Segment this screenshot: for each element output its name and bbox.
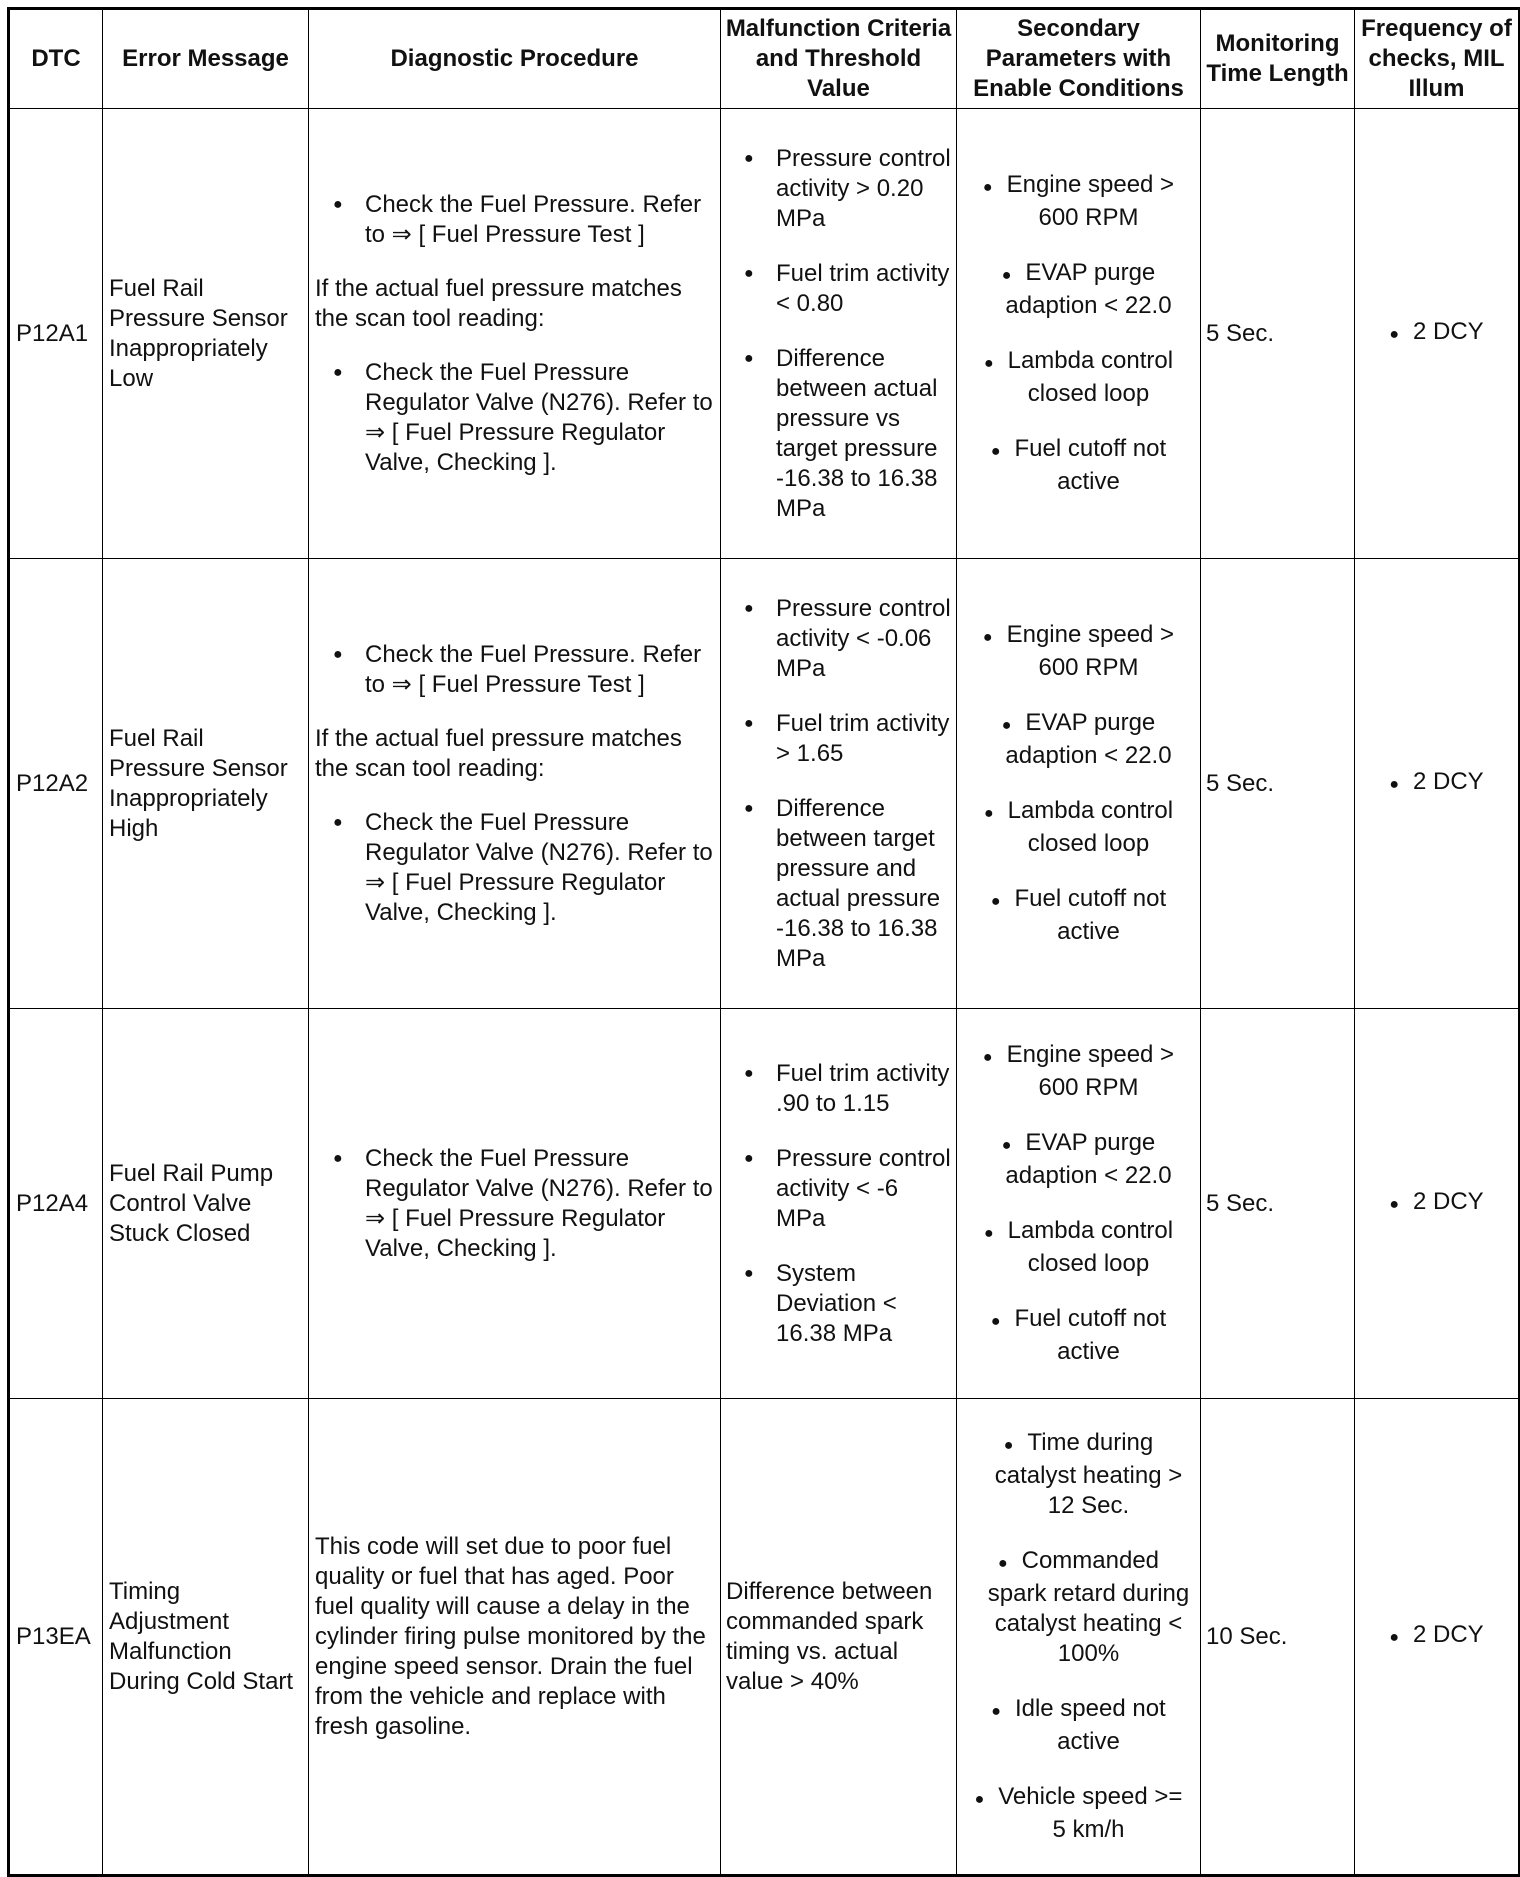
frequency-list [1360, 1187, 1513, 1220]
diagnostic-procedure [309, 559, 721, 1009]
monitoring-time: 5 Sec. [1201, 109, 1355, 559]
secondary-item: ● EVAP purge adaption < 22.0 [966, 258, 1191, 321]
dtc-code: P13EA [9, 1399, 103, 1876]
procedure-step: ● Check the Fuel Pressure. Refer to ⇒ [ Fuel Pressure Test ] [365, 640, 716, 700]
procedure-step: ● Check the Fuel Pressure. Refer to ⇒ [ Fuel Pressure Test ] [365, 190, 716, 250]
secondary-item: ● Fuel cutoff not active [966, 1304, 1191, 1367]
procedure-list [315, 190, 716, 250]
secondary-parameters [957, 109, 1201, 559]
error-message: Fuel Rail Pressure Sensor Inappropriately High [103, 559, 309, 1009]
error-message: Fuel Rail Pump Control Valve Stuck Closed [103, 1009, 309, 1399]
header-monitoring-time: Monitoring Time Length [1201, 9, 1355, 109]
diagnostic-procedure [309, 109, 721, 559]
dtc-code: P12A1 [9, 109, 103, 559]
frequency-cell [1355, 1009, 1520, 1399]
frequency-item: ● 2 DCY [1360, 317, 1513, 350]
table-row [9, 109, 1520, 559]
frequency-item: ● 2 DCY [1360, 767, 1513, 800]
frequency-list [1360, 1620, 1513, 1653]
secondary-item: ● Lambda control closed loop [966, 796, 1191, 859]
monitoring-time: 5 Sec. [1201, 559, 1355, 1009]
malfunction-criteria [721, 559, 957, 1009]
secondary-item: ● Commanded spark retard during catalyst heating < 100% [966, 1546, 1191, 1669]
secondary-parameters [957, 1399, 1201, 1876]
procedure-text: If the actual fuel pressure matches the scan tool reading: [315, 724, 682, 782]
frequency-item: ● 2 DCY [1360, 1187, 1513, 1220]
procedure-step: ● Check the Fuel Pressure Regulator Valve (N276). Refer to ⇒ [ Fuel Pressure Regulator Valve, Checking ]. [365, 1144, 716, 1264]
frequency-item: ● 2 DCY [1360, 1620, 1513, 1653]
secondary-item: ● Engine speed > 600 RPM [966, 170, 1191, 233]
header-frequency: Frequency of checks, MIL Illum [1355, 9, 1520, 109]
secondary-parameters [957, 1009, 1201, 1399]
secondary-parameters [957, 559, 1201, 1009]
frequency-cell [1355, 1399, 1520, 1876]
criteria-list [726, 1059, 951, 1349]
procedure-list [315, 358, 716, 478]
criteria-item: ● Pressure control activity < -6 MPa [776, 1144, 951, 1234]
procedure-text: If the actual fuel pressure matches the scan tool reading: [315, 274, 682, 332]
error-message: Fuel Rail Pressure Sensor Inappropriately Low [103, 109, 309, 559]
procedure-step: ● Check the Fuel Pressure Regulator Valve (N276). Refer to ⇒ [ Fuel Pressure Regulator Valve, Checking ]. [365, 358, 716, 478]
secondary-item: ● Idle speed not active [966, 1694, 1191, 1757]
procedure-text: This code will set due to poor fuel quality or fuel that has aged. Poor fuel quality will cause a delay in the cylinder firing pulse monitored by the engine speed sensor. Drain the fuel from the vehicle and replace with fresh gasoline. [315, 1532, 706, 1740]
error-message: Timing Adjustment Malfunction During Cold Start [103, 1399, 309, 1876]
header-row [9, 9, 1520, 109]
malfunction-criteria [721, 1399, 957, 1876]
secondary-list [962, 170, 1195, 497]
secondary-item: ● Engine speed > 600 RPM [966, 1040, 1191, 1103]
secondary-item: ● Fuel cutoff not active [966, 884, 1191, 947]
criteria-item: ● Fuel trim activity > 1.65 [776, 709, 951, 769]
secondary-item: ● EVAP purge adaption < 22.0 [966, 708, 1191, 771]
malfunction-criteria [721, 109, 957, 559]
dtc-code: P12A2 [9, 559, 103, 1009]
frequency-cell [1355, 559, 1520, 1009]
secondary-item: ● Vehicle speed >= 5 km/h [966, 1782, 1191, 1845]
header-malfunction-criteria: Malfunction Criteria and Threshold Value [721, 9, 957, 109]
criteria-text: Difference between commanded spark timing vs. actual value > 40% [726, 1577, 933, 1695]
malfunction-criteria [721, 1009, 957, 1399]
criteria-list [726, 144, 951, 524]
criteria-item: ● Difference between target pressure and actual pressure -16.38 to 16.38 MPa [776, 794, 951, 974]
diagnostic-procedure [309, 1009, 721, 1399]
criteria-item: ● Difference between actual pressure vs target pressure -16.38 to 16.38 MPa [776, 344, 951, 524]
procedure-list [315, 640, 716, 700]
criteria-item: ● System Deviation < 16.38 MPa [776, 1259, 951, 1349]
secondary-item: ● Lambda control closed loop [966, 1216, 1191, 1279]
procedure-step: ● Check the Fuel Pressure Regulator Valve (N276). Refer to ⇒ [ Fuel Pressure Regulator Valve, Checking ]. [365, 808, 716, 928]
header-error-message: Error Message [103, 9, 309, 109]
header-secondary-parameters: Secondary Parameters with Enable Conditions [957, 9, 1201, 109]
procedure-list [315, 808, 716, 928]
criteria-item: ● Pressure control activity > 0.20 MPa [776, 144, 951, 234]
frequency-cell [1355, 109, 1520, 559]
monitoring-time: 10 Sec. [1201, 1399, 1355, 1876]
table-row [9, 1009, 1520, 1399]
dtc-code: P12A4 [9, 1009, 103, 1399]
secondary-item: ● Time during catalyst heating > 12 Sec. [966, 1428, 1191, 1521]
frequency-list [1360, 767, 1513, 800]
secondary-item: ● Lambda control closed loop [966, 346, 1191, 409]
secondary-list [962, 1040, 1195, 1367]
criteria-item: ● Fuel trim activity .90 to 1.15 [776, 1059, 951, 1119]
monitoring-time: 5 Sec. [1201, 1009, 1355, 1399]
header-dtc: DTC [9, 9, 103, 109]
secondary-item: ● Fuel cutoff not active [966, 434, 1191, 497]
table-row [9, 1399, 1520, 1876]
procedure-list [315, 1144, 716, 1264]
diagnostic-procedure [309, 1399, 721, 1876]
secondary-item: ● Engine speed > 600 RPM [966, 620, 1191, 683]
dtc-table [7, 7, 1520, 1877]
criteria-item: ● Fuel trim activity < 0.80 [776, 259, 951, 319]
criteria-list [726, 594, 951, 974]
secondary-list [962, 620, 1195, 947]
secondary-item: ● EVAP purge adaption < 22.0 [966, 1128, 1191, 1191]
table-row [9, 559, 1520, 1009]
frequency-list [1360, 317, 1513, 350]
secondary-list [962, 1428, 1195, 1845]
criteria-item: ● Pressure control activity < -0.06 MPa [776, 594, 951, 684]
header-diagnostic-procedure: Diagnostic Procedure [309, 9, 721, 109]
